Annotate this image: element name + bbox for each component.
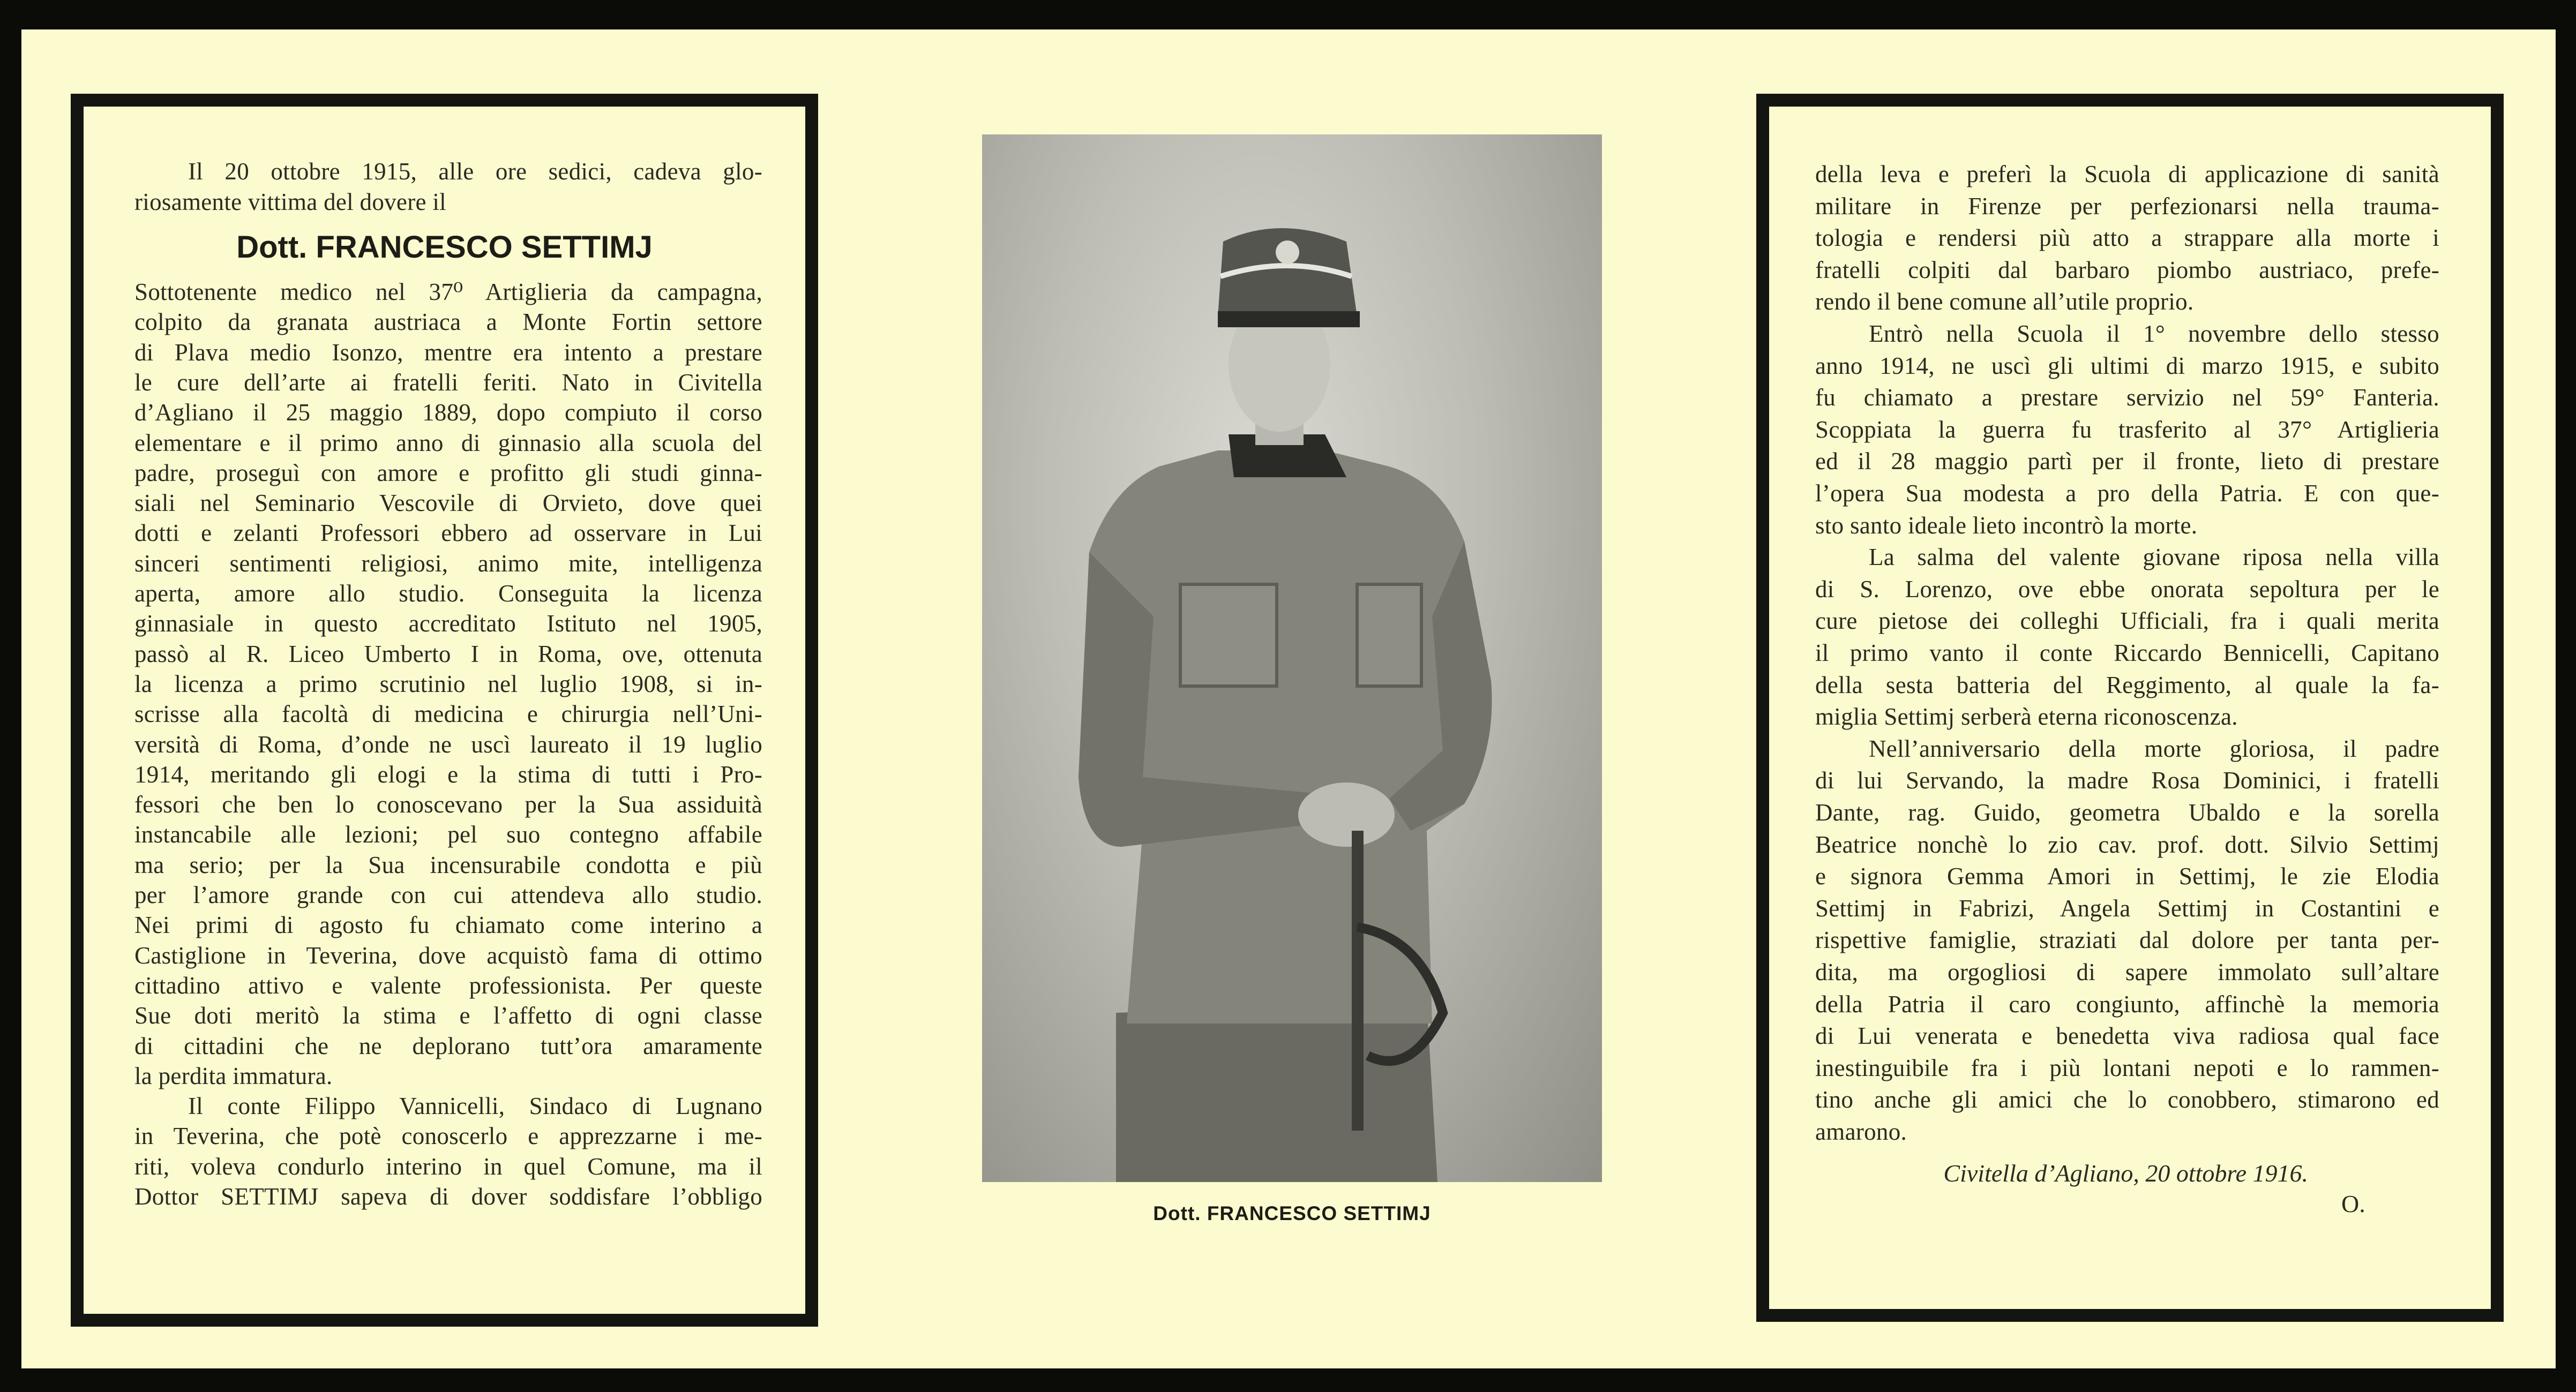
text-line: sto santo ideale lieto incontrò la morte.	[1815, 511, 2198, 539]
text-line: La salma del valente giovane riposa nella villa	[1869, 544, 2439, 571]
text-line: di S. Lorenzo, ove ebbe onorata sepoltura per le	[1815, 575, 2439, 603]
deceased-name-heading: Dott. FRANCESCO SETTIMJ	[236, 230, 653, 265]
text-line: in Teverina, che potè conoscerlo e apprezzarne i me-	[134, 1123, 762, 1150]
text-line: anno 1914, ne uscì gli ultimi di marzo 1915, e subito	[1815, 352, 2439, 379]
text-line: colpito da granata austriaca a Monte Fortin settore	[134, 309, 762, 336]
signature-initial: O.	[2341, 1190, 2365, 1217]
left-text-panel	[71, 94, 818, 1327]
text-line: l’opera Sua modesta a pro della Patria. E con que-	[1815, 480, 2439, 507]
text-line: di Plava medio Isonzo, mentre era intento a prestare	[134, 338, 762, 366]
text-line: Settimj in Fabrizi, Angela Settimj in Costantini e	[1815, 894, 2439, 922]
text-line: aperta, amore allo studio. Conseguita la licenza	[134, 580, 762, 607]
text-line: le cure dell’arte ai fratelli feriti. Nato in Civitella	[134, 368, 762, 396]
text-line: per l’amore grande con cui attendeva allo studio.	[134, 882, 762, 908]
text-line: Il 20 ottobre 1915, alle ore sedici, cadeva glo-	[188, 158, 762, 185]
text-line: Nell’anniversario della morte gloriosa, il padre	[1869, 735, 2439, 762]
text-line: e signora Gemma Amori in Settimj, le zie Elodia	[1815, 863, 2439, 890]
text-line: Scoppiata la guerra fu trasferito al 37° Artiglieria	[1815, 416, 2439, 443]
text-line: fratelli colpiti dal barbaro piombo austriaco, prefe-	[1815, 256, 2439, 283]
text-line: siali nel Seminario Vescovile di Orvieto, dove quei	[134, 490, 762, 517]
text-line: di Lui venerata e benedetta viva radiosa qual face	[1815, 1022, 2439, 1050]
text-line: tino anche gli amici che lo conobbero, stimarono ed	[1815, 1086, 2439, 1113]
text-line: fessori che ben lo conoscevano per la Sua assiduità	[134, 791, 762, 818]
text-line: Nei primi di agosto fu chiamato come interino a	[134, 912, 762, 939]
text-line: riosamente vittima del dovere il	[134, 189, 446, 215]
text-line: d’Agliano il 25 maggio 1889, dopo compiuto il corso	[134, 399, 762, 426]
text-line: della sesta batteria del Reggimento, al quale la fa-	[1815, 671, 2439, 698]
text-line: sinceri sentimenti religiosi, animo mite, intelligenza	[134, 550, 762, 577]
text-line: Sue doti meritò la stima e l’affetto di ogni classe	[134, 1002, 762, 1029]
text-line: della leva e preferì la Scuola di applicazione di sanità	[1815, 161, 2439, 187]
text-line: Dante, rag. Guido, geometra Ubaldo e la sorella	[1815, 799, 2439, 826]
portrait-photo	[982, 134, 1602, 1182]
text-line: cure pietose dei colleghi Ufficiali, fra i quali merita	[1815, 607, 2439, 635]
text-line: passò al R. Liceo Umberto I in Roma, ove, ottenuta	[134, 640, 762, 667]
text-line: Dottor SETTIMJ sapeva di dover soddisfare l’obbligo	[134, 1183, 762, 1210]
text-line: ginnasiale in questo accreditato Istituto nel 1905,	[134, 610, 762, 637]
right-text-panel	[1756, 94, 2504, 1322]
photo-caption: Dott. FRANCESCO SETTIMJ	[1153, 1202, 1431, 1224]
text-line: della Patria il caro congiunto, affinchè la memoria	[1815, 990, 2439, 1018]
text-line: di cittadini che ne deplorano tutt’ora amaramente	[134, 1032, 762, 1059]
text-line: rendo il bene comune all’utile proprio.	[1815, 288, 2194, 315]
text-line: amarono.	[1815, 1118, 1907, 1145]
portrait-figure-image	[982, 134, 1602, 1182]
text-line: militare in Firenze per perfezionarsi nella trauma-	[1815, 192, 2439, 220]
text-line: Entrò nella Scuola il 1° novembre dello stesso	[1869, 320, 2439, 347]
text-line: miglia Settimj serberà eterna riconoscenza.	[1815, 703, 2238, 731]
text-line: Il conte Filippo Vannicelli, Sindaco di Lugnano	[188, 1093, 762, 1120]
text-line: versità di Roma, d’onde ne uscì laureato il 19 luglio	[134, 731, 762, 758]
text-line: dita, ma orgogliosi di sapere immolato sull’altare	[1815, 959, 2439, 985]
text-line: inestinguibile fra i più lontani nepoti e lo rammen-	[1815, 1054, 2439, 1081]
text-line: Sottotenente medico nel 37⁰ Artiglieria da campagna,	[134, 279, 762, 305]
text-line: di lui Servando, la madre Rosa Dominici, i fratelli	[1815, 767, 2439, 794]
text-line: Beatrice nonchè lo zio cav. prof. dott. Silvio Settimj	[1815, 831, 2439, 858]
text-line: fu chiamato a prestare servizio nel 59° Fanteria.	[1815, 384, 2439, 411]
text-line: elementare e il primo anno di ginnasio alla scuola del	[134, 429, 762, 456]
text-line: dotti e zelanti Professori ebbero ad osservare in Lui	[134, 520, 762, 547]
text-line: il primo vanto il conte Riccardo Bennicelli, Capitano	[1815, 639, 2439, 666]
text-line: la licenza a primo scrutinio nel luglio 1908, si in-	[134, 670, 762, 697]
text-line: ed il 28 maggio partì per il fronte, lieto di prestare	[1815, 448, 2439, 475]
text-line: la perdita immatura.	[134, 1062, 333, 1089]
text-line: cittadino attivo e valente professionista. Per queste	[134, 972, 762, 999]
text-line: riti, voleva condurlo interino in quel Comune, ma il	[134, 1153, 762, 1180]
text-line: ma serio; per la Sua incensurabile condotta e più	[134, 851, 762, 878]
text-line: scrisse alla facoltà di medicina e chirurgia nell’Uni-	[134, 701, 762, 728]
text-line: rispettive famiglie, straziati dal dolore per tanta per-	[1815, 927, 2439, 954]
text-line: tologia e rendersi più atto a strappare alla morte i	[1815, 224, 2439, 252]
text-line: instancabile alle lezioni; pel suo contegno affabile	[134, 821, 762, 848]
place-date-line: Civitella d’Agliano, 20 ottobre 1916.	[1943, 1160, 2308, 1187]
text-line: 1914, meritando gli elogi e la stima di tutti i Pro-	[134, 761, 762, 788]
text-line: Castiglione in Teverina, dove acquistò fama di ottimo	[134, 942, 762, 969]
text-line: padre, proseguì con amore e profitto gli studi ginna-	[134, 459, 762, 486]
